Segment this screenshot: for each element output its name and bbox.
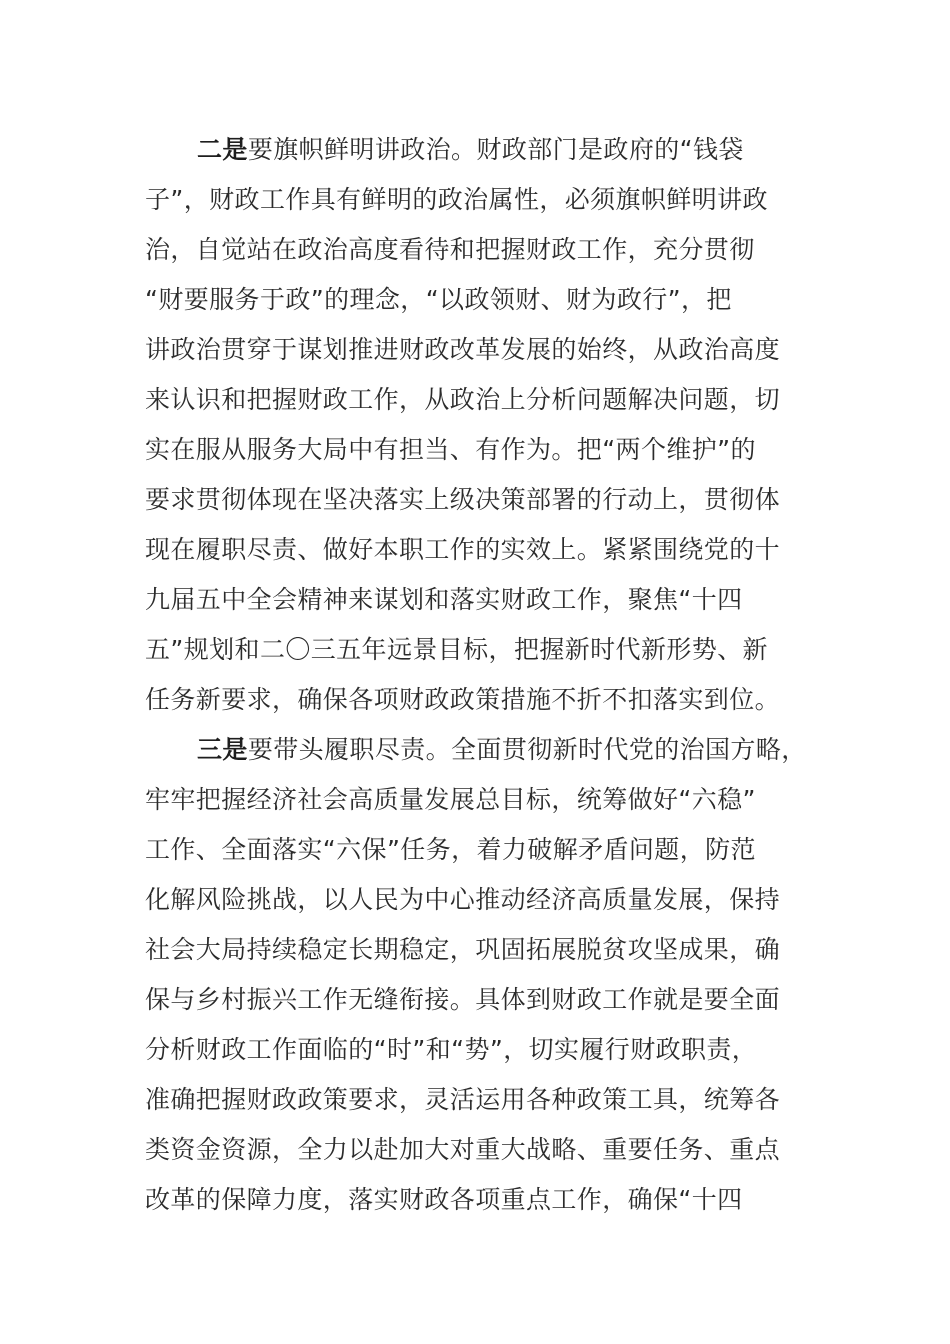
paragraph-line: “财要服务于政”的理念，“以政领财、财为政行”，把 bbox=[145, 285, 732, 314]
paragraph-line: 要求贯彻体现在坚决落实上级决策部署的行动上，贯彻体 bbox=[145, 485, 781, 514]
paragraph-line-text: 要旗帜鲜明讲政治。财政部门是政府的“钱袋 bbox=[247, 135, 744, 164]
paragraph-line: 分析财政工作面临的“时”和“势”，切实履行财政职责， bbox=[145, 1035, 758, 1064]
paragraph-line: 来认识和把握财政工作，从政治上分析问题解决问题，切 bbox=[145, 385, 781, 414]
paragraph-line: 现在履职尽责、做好本职工作的实效上。紧紧围绕党的十 bbox=[145, 535, 781, 564]
paragraph-first-line bbox=[145, 125, 815, 175]
document-body bbox=[145, 125, 815, 1225]
paragraph-line: 实在服从服务大局中有担当、有作为。把“两个维护”的 bbox=[145, 435, 756, 464]
paragraph-line: 任务新要求，确保各项财政政策措施不折不扣落实到位。 bbox=[145, 685, 781, 714]
paragraph-line: 牢牢把握经济社会高质量发展总目标，统筹做好“六稳” bbox=[145, 785, 756, 814]
paragraph-line: 准确把握财政政策要求，灵活运用各种政策工具，统筹各 bbox=[145, 1085, 781, 1114]
paragraph-lead: 二是 bbox=[197, 135, 248, 164]
paragraph-line: 五”规划和二〇三五年远景目标，把握新时代新形势、新 bbox=[145, 635, 768, 664]
paragraph-line: 社会大局持续稳定长期稳定，巩固拓展脱贫攻坚成果，确 bbox=[145, 935, 781, 964]
paragraph-line-text: 要带头履职尽责。全面贯彻新时代党的治国方略， bbox=[247, 735, 807, 764]
paragraph-line: 化解风险挑战，以人民为中心推动经济高质量发展，保持 bbox=[145, 885, 781, 914]
paragraph-line: 讲政治贯穿于谋划推进财政改革发展的始终，从政治高度 bbox=[145, 335, 781, 364]
paragraph-first-line bbox=[145, 725, 815, 775]
paragraph-lead: 三是 bbox=[197, 735, 248, 764]
paragraph-line: 子”，财政工作具有鲜明的政治属性，必须旗帜鲜明讲政 bbox=[145, 185, 768, 214]
paragraph-line: 保与乡村振兴工作无缝衔接。具体到财政工作就是要全面 bbox=[145, 985, 781, 1014]
paragraph-line: 治，自觉站在政治高度看待和把握财政工作，充分贯彻 bbox=[145, 235, 755, 264]
paragraph-2 bbox=[145, 125, 815, 725]
paragraph-line: 改革的保障力度，落实财政各项重点工作，确保“十四 bbox=[145, 1185, 743, 1214]
paragraph-line: 工作、全面落实“六保”任务，着力破解矛盾问题，防范 bbox=[145, 835, 756, 864]
paragraph-line: 类资金资源，全力以赴加大对重大战略、重要任务、重点 bbox=[145, 1135, 781, 1164]
paragraph-line: 九届五中全会精神来谋划和落实财政工作，聚焦“十四 bbox=[145, 585, 743, 614]
paragraph-3 bbox=[145, 725, 815, 1225]
